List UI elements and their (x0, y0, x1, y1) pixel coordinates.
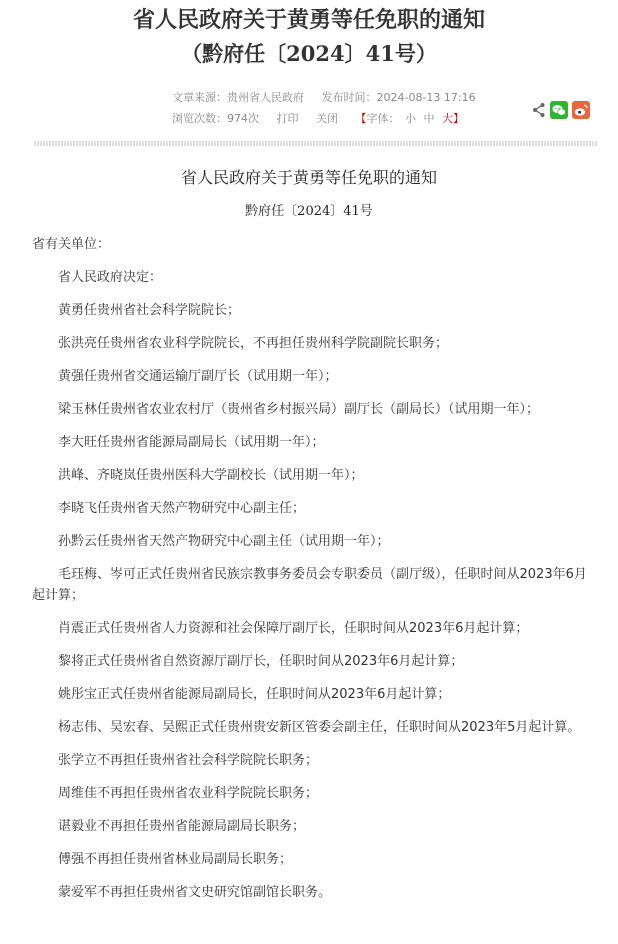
font-size-small[interactable]: 小 (405, 112, 416, 125)
share-bar (532, 101, 590, 123)
wechat-icon[interactable] (550, 101, 568, 123)
weibo-icon[interactable] (572, 101, 590, 123)
meta-row-2 (172, 110, 464, 126)
article-title: 省人民政府关于黄勇等任免职的通知 (132, 7, 485, 33)
divider (34, 141, 598, 146)
document-title: 省人民政府关于黄勇等任免职的通知 (180, 168, 437, 187)
body-paragraph: 杨志伟、吴宏春、吴熙正式任贵州贵安新区管委会副主任，任职时间从2023年5月起计算。 (58, 720, 581, 735)
body-paragraph: 梁玉林任贵州省农业农村厅（贵州省乡村振兴局）副厅长（副局长）（试用期一年）； (58, 402, 540, 417)
font-size-label: 字体： (366, 112, 400, 125)
font-size-control (356, 112, 465, 125)
document-number: 黔府任〔2024〕41号 (245, 204, 373, 219)
source-value: 贵州省人民政府 (227, 91, 304, 104)
date-value: 2024-08-13 17:16 (376, 91, 476, 104)
body-paragraph: 谌毅业不再担任贵州省能源局副局长职务； (58, 819, 306, 834)
body-paragraph: 蒙爱军不再担任贵州省文史研究馆副馆长职务。 (58, 885, 332, 900)
article-subtitle: （黔府任〔2024〕41号） (181, 41, 437, 66)
share-icon[interactable] (532, 102, 546, 122)
body-paragraph: 张洪亮任贵州省农业科学院院长，不再担任贵州科学院副院长职务； (58, 336, 449, 351)
document-body (32, 234, 598, 915)
body-paragraph: 李大旺任贵州省能源局副局长（试用期一年）； (58, 435, 325, 450)
body-paragraph: 孙黔云任贵州省天然产物研究中心副主任（试用期一年）； (58, 534, 390, 549)
body-paragraph: 省人民政府决定： (58, 270, 163, 285)
body-paragraph: 傅强不再担任贵州省林业局副局长职务； (58, 852, 293, 867)
close-link[interactable]: 关闭 (316, 112, 338, 125)
body-paragraph: 周维佳不再担任贵州省农业科学院院长职务； (58, 786, 319, 801)
body-paragraph: 张学立不再担任贵州省社会科学院院长职务； (58, 753, 319, 768)
font-bracket-open: 【 (355, 112, 367, 125)
addressee: 省有关单位： (32, 237, 111, 252)
body-paragraph: 李晓飞任贵州省天然产物研究中心副主任； (58, 501, 306, 516)
print-link[interactable]: 打印 (276, 112, 299, 125)
source-label: 文章来源： (172, 91, 227, 104)
body-paragraph: 黄勇任贵州省社会科学院院长； (58, 303, 241, 318)
body-paragraph: 黄强任贵州省交通运输厅副厅长（试用期一年）； (58, 369, 338, 384)
views-label: 浏览次数： (172, 112, 227, 125)
views-value: 974次 (227, 112, 259, 125)
font-size-large[interactable]: 大 (442, 112, 453, 125)
body-paragraph: 姚彤宝正式任贵州省能源局副局长，任职时间从2023年6月起计算； (58, 687, 451, 702)
body-paragraph: 毛珏梅、岑可正式任贵州省民族宗教事务委员会专职委员（副厅级），任职时间从2023年6月起计算； (32, 567, 587, 603)
date-label: 发布时间： (321, 91, 377, 104)
font-size-medium[interactable]: 中 (423, 112, 435, 125)
font-bracket-close: 】 (453, 112, 464, 125)
body-paragraph: 洪峰、齐晓岚任贵州医科大学副校长（试用期一年）； (58, 468, 364, 483)
body-paragraph: 黎将正式任贵州省自然资源厅副厅长，任职时间从2023年6月起计算； (58, 654, 464, 669)
meta-row-1 (172, 89, 486, 105)
body-paragraph: 肖震正式任贵州省人力资源和社会保障厅副厅长，任职时间从2023年6月起计算； (58, 621, 529, 636)
